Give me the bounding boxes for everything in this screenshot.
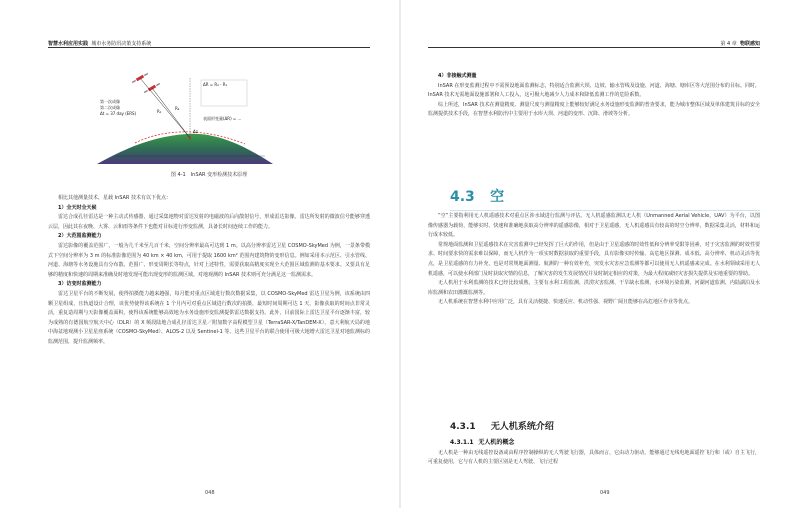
point-heading-2: 2）大范围监测能力 bbox=[58, 233, 102, 240]
section-rule bbox=[450, 210, 760, 211]
insar-diagram bbox=[95, 58, 275, 168]
figure-caption: 图 4-1 InSAR 变形检测技术原理 bbox=[170, 172, 248, 178]
subsubsection-heading bbox=[450, 438, 760, 449]
section-number: 4.3 bbox=[450, 189, 475, 205]
right-body-top bbox=[428, 72, 760, 120]
last-paragraph: 无人机是一种由无线遥控设备或由程序控制操纵的无人驾驶飞行器，具体而言，它由动力驱动，能够通过无线电地面遥控飞行和（或）自主飞行，可重复使用，它与有人机的主要区别是无人驾驶、飞行过程 bbox=[428, 449, 760, 466]
right-running-head bbox=[720, 40, 760, 47]
point-body-4: InSAR 在形变监测过程中不需预设地面监测标志，特别适合监测大坝、边坡、输水管线及设施、河道、海塘、塘库区等大范围分布的目标。同时，InSAR 技术无需地面设施部署和人工投入，这可极大地减少人力成本和降低监测工作的危险系数。 bbox=[428, 82, 760, 99]
point-heading-1: 1）全天时全天候 bbox=[58, 204, 97, 211]
label-interval: Δt = 37 day (ERS) bbox=[100, 111, 137, 116]
intro-paragraph: 相比其他测量技术，星载 InSAR 技术有以下优点： bbox=[58, 195, 171, 201]
section-heading bbox=[450, 186, 760, 211]
label-r1: R₁ bbox=[157, 109, 162, 114]
right-body-section bbox=[428, 212, 760, 308]
section-paragraph-3: 无人机用于水利监测的技术已经比较成熟，主要有水利工程监测、洪涝灾害监测、干旱缺水监测、水环境污染监测、河湖河道监测、内陆湖泊及水库监测和农田灌溉监测等。 bbox=[428, 280, 760, 296]
running-head-book: 智慧水利应用实践 bbox=[48, 41, 89, 47]
section-paragraph-2: 常规地面监测和卫星遥感技术在灾害监测中已经发挥了巨大的作用，但是由于卫星遥感的时效性低和分辨率受限等因素，对于灾害监测的时效性要求、时间要求快的需求难以保障，而无人机作为一项实时数据获取的重要手段，具有影像实时传输、高危地区探测、成本低、高分辨率、机动灵活等优点，是卫星遥感的有力补充，也是对常规地面测量、航测的一种有效补充，突发水灾害应急监测等都可以使用无人机遥感来完成。在水利领域采用无人机遥感，可以使水利部门及时获取灾情的信息，了解灾害的发生发展情况并及时制定相应的对策，为最大程度减轻灾害损失提供及实地重要的帮助。 bbox=[428, 241, 760, 277]
point-body-2: 雷达影像的覆盖范围广，一般为几千米至几百千米，空间分辨率最高可达到 1 m。以高分辨率雷达卫星 COSMO-SkyMed 为例，一景条带模式下空间分辨率为 3 m 的标准影像范围为 40 km × 40 km，可用于提取 1600 km² 范围内建筑物的变形信息。例如采用本示范区、引水管线、河道、海塘等水务设施具有分布散、范围广、形变周期长等特点，针对上述特性，需要获取高精度实现全大范围区域监测的基本要求。又要具有足够的精度和快速的周期来准确及时地发现可能出现变形的监测区域。对地观测的 InSAR 技术则可充分满足这一监测需求。 bbox=[48, 242, 370, 278]
right-header-rule bbox=[428, 47, 760, 48]
target-point bbox=[189, 137, 191, 139]
left-running-head bbox=[48, 40, 151, 47]
point-heading-4: 4）非接触式测量 bbox=[438, 73, 477, 79]
point-body-1: 雷达合成孔径雷达是一种主动式传感器，通过采集地物对雷达发射的电磁波的后向散射信号，形成雷达影像。雷达所发射的微波信号能够穿透云层，因此其在夜晚、大雾、云和雨等条件下也能对目标进行形变监测，具备长时间连续工作的能力。 bbox=[48, 214, 370, 230]
subsection-heading bbox=[450, 414, 554, 433]
running-head-chapter: 城市水务防汛决策支持系统 bbox=[91, 41, 152, 47]
right-body-bottom bbox=[428, 438, 760, 468]
summary-paragraph: 综上所述，InSAR 技术在测量精度、测量尺度与测量精度上能够较好满足水务设施形变监测的普查要求，能为城市整体区域及单体建筑目标的安全监测提供技术手段，在智慧水利防汛中主要用于水库大坝、河道的变形、沉降、滑坡等分析。 bbox=[428, 101, 760, 118]
label-delta-r: ΔR = R₂ - R₁ bbox=[203, 82, 228, 87]
subsubsection-title: 无人机的概念 bbox=[478, 439, 515, 446]
left-folio: 048 bbox=[205, 490, 215, 496]
subsection-title: 无人机系统介绍 bbox=[490, 422, 554, 432]
subsubsection-number: 4.3.1.1 bbox=[450, 439, 474, 446]
right-folio: 049 bbox=[600, 490, 610, 496]
subsection-number: 4.3.1 bbox=[450, 422, 476, 432]
radar-ray bbox=[140, 78, 190, 138]
point-heading-3: 3）访变时监测能力 bbox=[58, 281, 102, 288]
point-body-3: 雷达卫星平台的不断发展，使得拍摄能力越来越强，每月能对重点区域进行数次数据采集，以 COSMO-SkyMed 雷达卫星为例，该系统由四颗卫星组成，且轨道设计合理，该优势使得该系统在 1 个月内可对重点区域进行数次的拍摄，最短时间周期可达 1 天，影像获取的时间点非常灵活，重复造周期与天影像覆盖面积，使得该系统能够高效地为水务设施形变监测提供雷达数据支持。此外，目前国际上雷达卫星平台逐渐丰富，较为成熟的有德国航空航天中心（DLR）的 X 频段陆地合成孔径雷达卫星／附加数字高程模型卫星（TerraSAR-X/TanDEM-X）、意大利航天局的地中海盆地观测小卫星星座系统（COSMO-SkyMed）、ALOS-2 以及 Sentinel-1 等。这些卫星平台的联合使用可极大地增大雷达卫星对地监测标的监测范围，提升监测频率。 bbox=[48, 290, 370, 345]
label-deform: Δz bbox=[193, 129, 198, 134]
label-surface: 表面形变量(ΔR) = ... bbox=[203, 116, 242, 121]
running-head-chapter-number: 第 4 章 bbox=[720, 41, 737, 47]
label-r2: R₂ bbox=[175, 106, 180, 111]
section-paragraph-1: “空”主要指利用无人机遥感技术对重点区涉水域进行监测与评估。无人机遥感监测以无人机（Unmanned Aerial Vehicle，UAV）为平台，以图像传感器为载荷，能够实时、快速和准确地获取高分辨率的遥感影像，相对于卫星遥感，无人机遥感具有较高的时空分辨率，数据采集灵活，材料和运行成本较低。 bbox=[428, 213, 760, 239]
section-title: 空 bbox=[490, 189, 505, 205]
label-second-pass: 第二次成像 bbox=[100, 105, 120, 110]
label-first-pass: 第一次成像 bbox=[100, 99, 120, 104]
left-header-rule bbox=[48, 47, 370, 48]
terrain-shape bbox=[97, 134, 273, 164]
left-body bbox=[48, 194, 370, 348]
section-paragraph-4: 无人机系统在智慧水利中应用广泛，具有灵活便捷、快速反应、机动性强、视野广阔且能够在高危地区作业等优点。 bbox=[438, 299, 694, 306]
right-page bbox=[400, 0, 800, 508]
running-head-chapter-title: 物联感知 bbox=[739, 41, 760, 47]
